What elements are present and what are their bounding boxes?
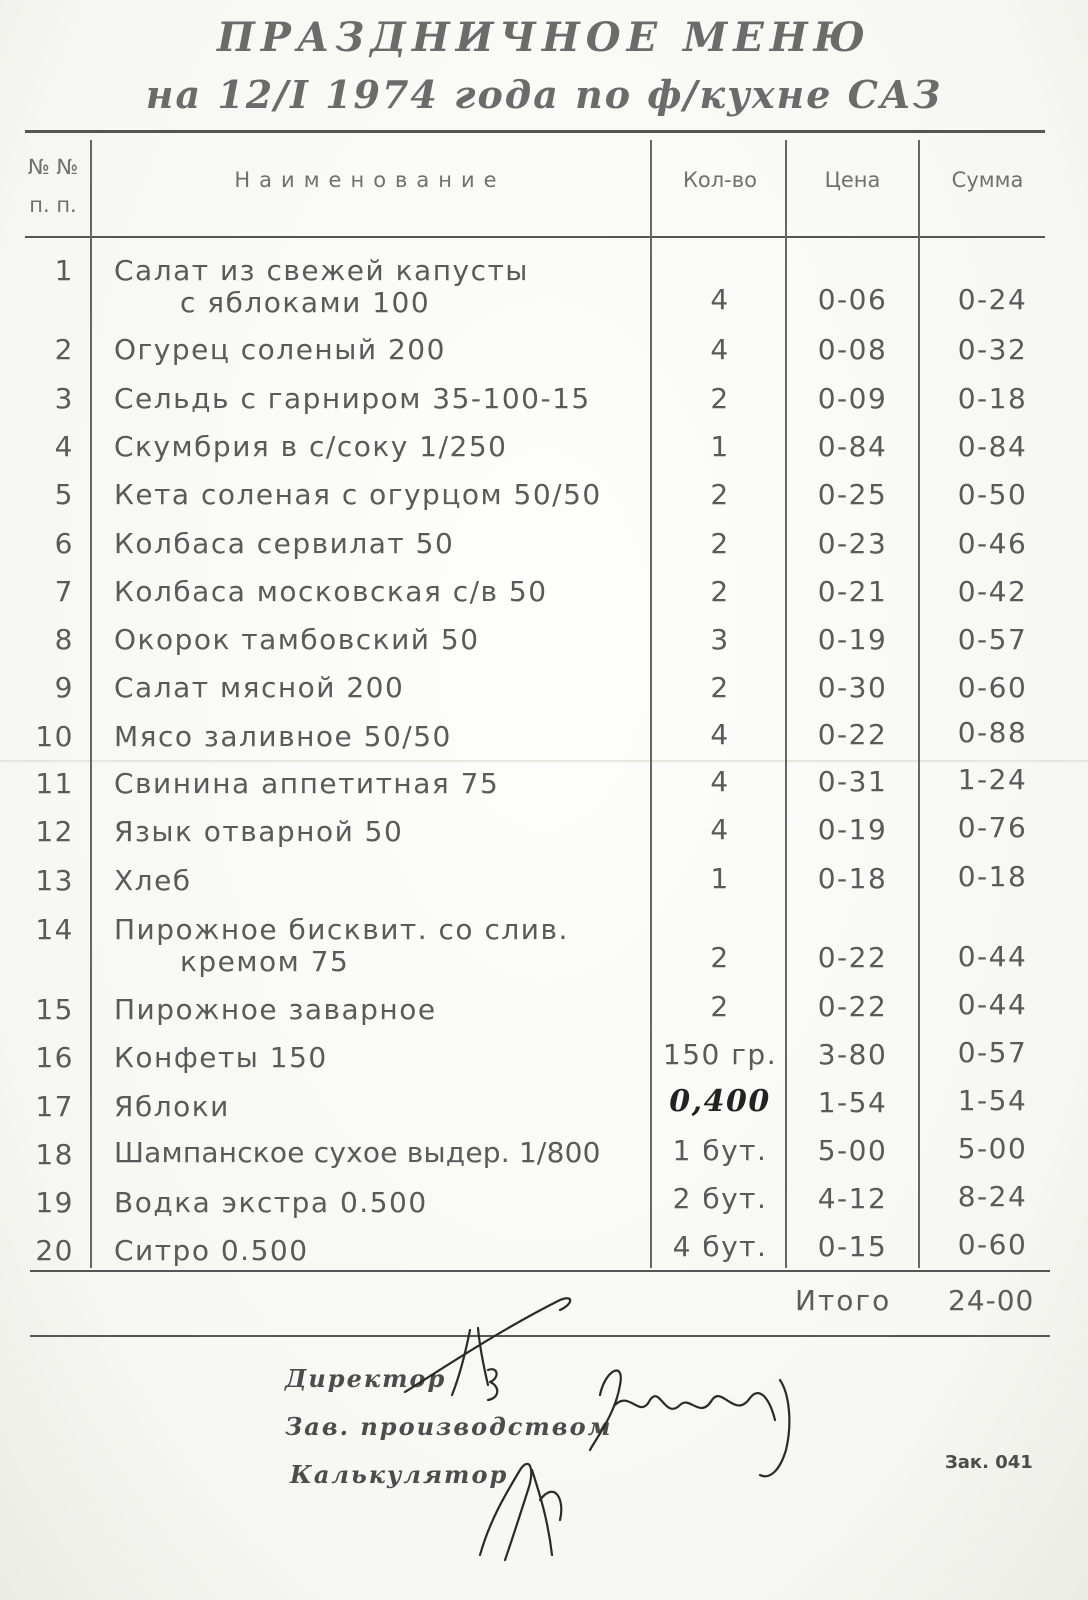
- header-name: Наименование: [234, 168, 506, 192]
- row-price: 0-84: [817, 430, 888, 463]
- row-price: 0-22: [817, 990, 888, 1023]
- row-price: 0-15: [817, 1230, 888, 1263]
- row-number: 2: [54, 333, 74, 366]
- row-number: 12: [35, 815, 74, 848]
- header-price: Цена: [824, 168, 881, 192]
- calculator-signature-stroke: [480, 1464, 561, 1560]
- total-value: 24-00: [948, 1284, 1035, 1317]
- row-number: 11: [35, 767, 74, 800]
- row-number: 8: [54, 623, 74, 656]
- menu-title: ПРАЗДНИЧНОЕ МЕНЮ: [216, 14, 872, 61]
- row-qty: 4: [710, 283, 730, 316]
- order-number: Зак. 041: [945, 1452, 1033, 1473]
- row-number: 7: [54, 575, 74, 608]
- row-number: 4: [54, 430, 74, 463]
- row-sum: 0-32: [957, 333, 1028, 366]
- row-price: 0-21: [817, 575, 888, 608]
- row-price: 0-18: [817, 862, 888, 895]
- row-sum: 5-00: [957, 1132, 1028, 1165]
- header-number-line1: № №: [27, 155, 79, 179]
- row-name-continued: с яблоками 100: [180, 286, 431, 319]
- row-qty: 1: [710, 430, 730, 463]
- row-qty: 4: [710, 765, 730, 798]
- calculator-label: Калькулятор: [290, 1460, 509, 1489]
- row-number: 6: [54, 527, 74, 560]
- row-name: Шампанское сухое выдер. 1/800: [114, 1136, 601, 1169]
- row-qty: 2: [710, 382, 730, 415]
- row-number: 10: [35, 720, 74, 753]
- row-name: Ситро 0.500: [114, 1234, 309, 1267]
- row-sum: 0-60: [957, 671, 1028, 704]
- row-price: 0-25: [817, 478, 888, 511]
- row-sum: 0-57: [957, 623, 1028, 656]
- row-price: 0-09: [817, 382, 888, 415]
- row-name: Свинина аппетитная 75: [114, 767, 500, 800]
- row-number: 1: [54, 254, 74, 287]
- row-name: Колбаса московская с/в 50: [114, 575, 548, 608]
- row-number: 13: [35, 864, 74, 897]
- row-sum: 0-60: [957, 1228, 1028, 1261]
- director-signature-stroke: [452, 1328, 488, 1395]
- director-label: Директор: [285, 1364, 447, 1393]
- row-price: 4-12: [817, 1182, 888, 1215]
- row-name: Мясо заливное 50/50: [114, 720, 452, 753]
- row-name: Сельдь с гарниром 35-100-15: [114, 382, 591, 415]
- row-sum: 0-46: [957, 527, 1028, 560]
- row-qty: 1: [710, 862, 730, 895]
- row-number: 18: [35, 1138, 74, 1171]
- row-qty-handwritten: 0,400: [669, 1084, 771, 1119]
- row-sum: 0-84: [957, 430, 1028, 463]
- row-sum: 0-44: [957, 988, 1028, 1021]
- row-name: Пирожное бисквит. со слив.: [114, 913, 569, 946]
- row-price: 0-31: [817, 765, 888, 798]
- row-number: 20: [35, 1234, 74, 1267]
- row-price: 5-00: [817, 1134, 888, 1167]
- row-name: Окорок тамбовский 50: [114, 623, 480, 656]
- row-name: Яблоки: [114, 1090, 230, 1123]
- row-price: 0-22: [817, 718, 888, 751]
- row-price: 0-19: [817, 623, 888, 656]
- row-price: 0-06: [817, 283, 888, 316]
- row-price: 0-30: [817, 671, 888, 704]
- row-name: Салат из свежей капусты: [114, 254, 529, 287]
- row-name: Огурец соленый 200: [114, 333, 446, 366]
- row-qty: 2: [710, 671, 730, 704]
- row-number: 15: [35, 993, 74, 1026]
- row-sum: 0-88: [957, 716, 1028, 749]
- row-qty: 150 гр.: [662, 1038, 778, 1071]
- row-name: Кета соленая с огурцом 50/50: [114, 478, 602, 511]
- row-qty: 2: [710, 527, 730, 560]
- production-head-label: Зав. производством: [285, 1412, 613, 1441]
- row-number: 14: [35, 913, 74, 946]
- header-number-line2: п. п.: [29, 193, 77, 217]
- row-name: Пирожное заварное: [114, 993, 437, 1026]
- row-qty: 2 бут.: [672, 1182, 768, 1215]
- row-qty: 4: [710, 813, 730, 846]
- row-number: 3: [54, 382, 74, 415]
- row-name: Колбаса сервилат 50: [114, 527, 455, 560]
- row-qty: 1 бут.: [672, 1134, 768, 1167]
- row-qty: 4 бут.: [672, 1230, 768, 1263]
- row-number: 17: [35, 1090, 74, 1123]
- row-name: Конфеты 150: [114, 1041, 328, 1074]
- row-qty: 2: [710, 575, 730, 608]
- row-sum: 0-24: [957, 283, 1028, 316]
- row-price: 0-08: [817, 333, 888, 366]
- row-price: 0-23: [817, 527, 888, 560]
- row-name: Водка экстра 0.500: [114, 1186, 428, 1219]
- row-price: 1-54: [817, 1086, 888, 1119]
- row-qty: 3: [710, 623, 730, 656]
- row-qty: 2: [710, 478, 730, 511]
- row-name: Скумбрия в с/соку 1/250: [114, 430, 508, 463]
- row-sum: 1-24: [957, 763, 1028, 796]
- row-sum: 0-50: [957, 478, 1028, 511]
- row-sum: 0-18: [957, 382, 1028, 415]
- menu-subtitle: на 12/I 1974 года по ф/кухне САЗ: [145, 72, 943, 117]
- row-qty: 4: [710, 718, 730, 751]
- row-name: Салат мясной 200: [114, 671, 405, 704]
- row-name-continued: кремом 75: [180, 945, 350, 978]
- total-label: Итого: [795, 1284, 892, 1317]
- row-sum: 0-57: [957, 1036, 1028, 1069]
- row-number: 16: [35, 1041, 74, 1074]
- row-sum: 0-42: [957, 575, 1028, 608]
- row-sum: 8-24: [957, 1180, 1028, 1213]
- row-price: 0-22: [817, 941, 888, 974]
- row-number: 5: [54, 478, 74, 511]
- director-signature-stroke: [405, 1298, 570, 1392]
- header-qty: Кол-во: [683, 168, 757, 192]
- row-price: 3-80: [817, 1038, 888, 1071]
- row-qty: 4: [710, 333, 730, 366]
- row-sum: 0-44: [957, 940, 1028, 973]
- row-number: 9: [54, 671, 74, 704]
- row-name: Хлеб: [114, 864, 192, 897]
- row-sum: 1-54: [957, 1084, 1028, 1117]
- header-sum: Сумма: [951, 168, 1024, 192]
- production-signature-stroke: [760, 1380, 789, 1476]
- production-signature-stroke: [590, 1371, 775, 1450]
- row-number: 19: [35, 1186, 74, 1219]
- director-signature-stroke: [488, 1369, 497, 1400]
- row-qty: 2: [710, 990, 730, 1023]
- row-sum: 0-18: [957, 860, 1028, 893]
- row-qty: 2: [710, 941, 730, 974]
- row-sum: 0-76: [957, 811, 1028, 844]
- row-price: 0-19: [817, 813, 888, 846]
- row-name: Язык отварной 50: [114, 815, 404, 848]
